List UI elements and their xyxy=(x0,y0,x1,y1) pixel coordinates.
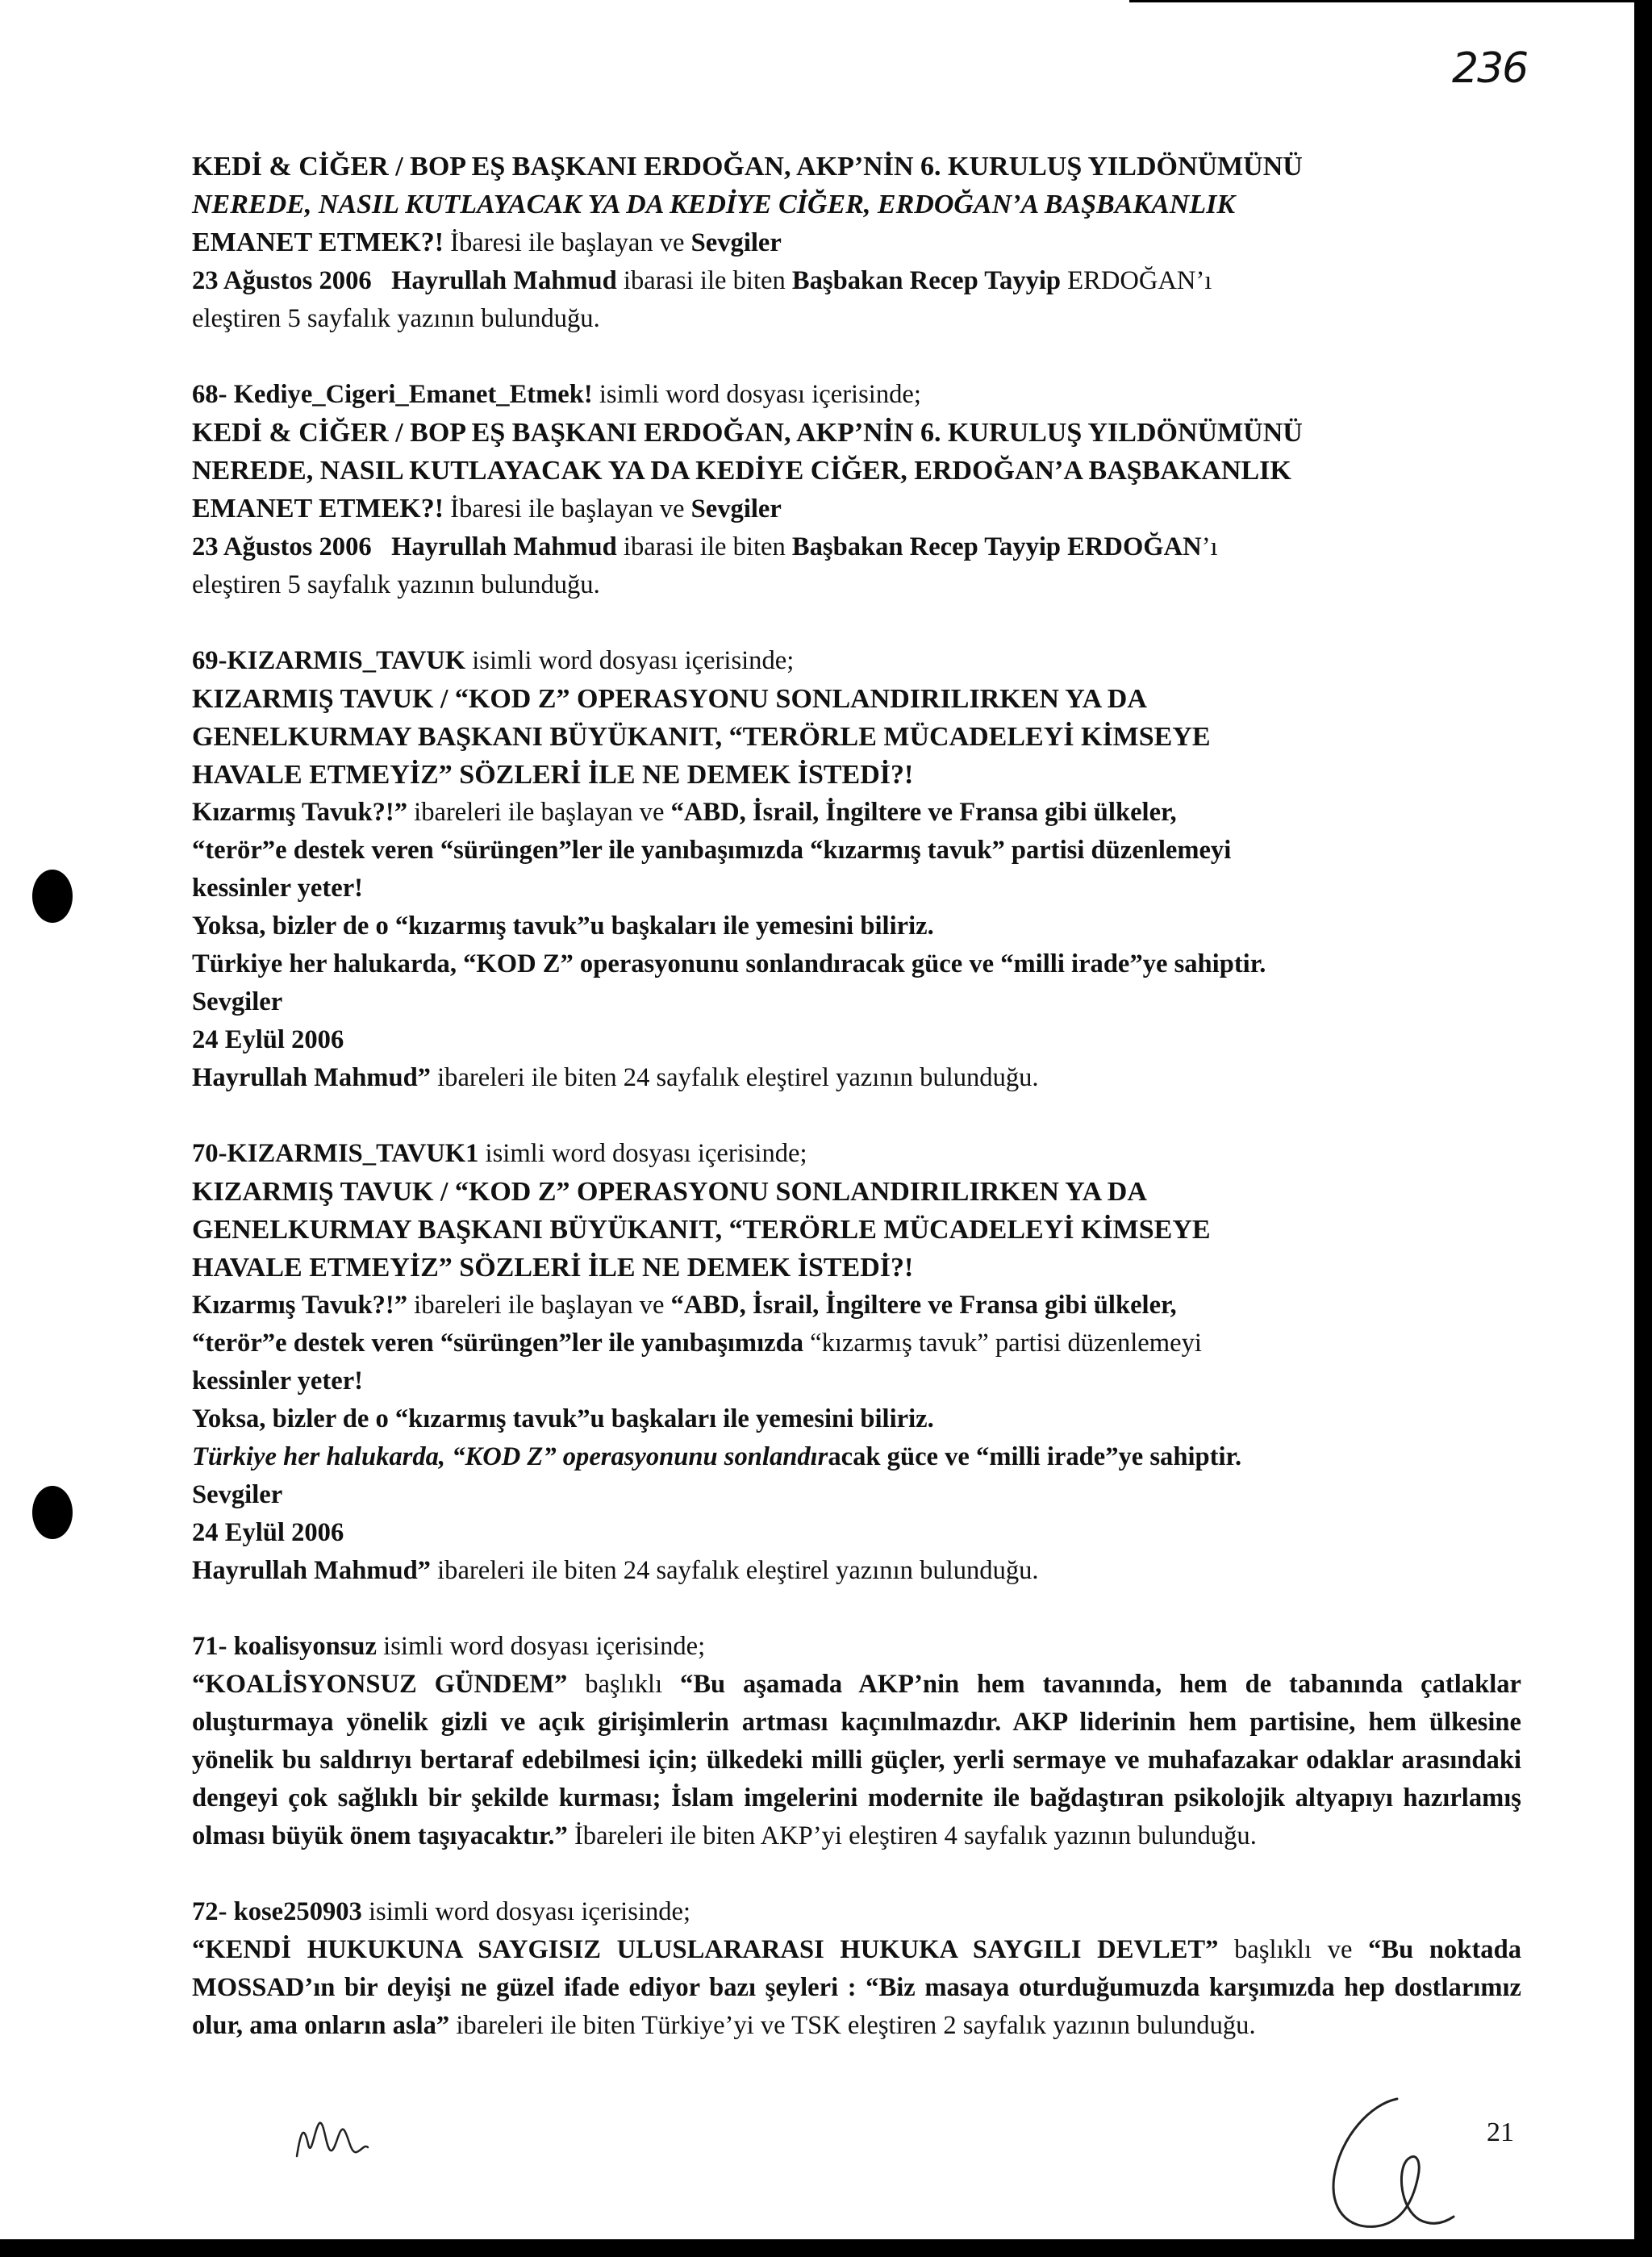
document-body xyxy=(192,148,1521,2083)
entry-70-title-2: GENELKURMAY BAŞKANI BÜYÜKANIT, “TERÖRLE MÜCADELEYİ KİMSEYE xyxy=(192,1215,1211,1245)
entry-67-title-1: KEDİ & CİĞER / BOP EŞ BAŞKANI ERDOĞAN, AKP’NİN 6. KURULUŞ YILDÖNÜMÜNÜ xyxy=(192,152,1303,181)
page-number: 21 xyxy=(1487,2117,1514,2147)
entry-68-line-3: EMANET ETMEK?! İbaresi ile başlayan ve Sevgiler xyxy=(192,494,782,524)
scan-edge-top xyxy=(1129,0,1652,2)
handwritten-page-number: 236 xyxy=(1452,44,1528,93)
entry-68 xyxy=(192,376,1521,604)
entry-69-title-3: HAVALE ETMEYİZ” SÖZLERİ İLE NE DEMEK İSTEDİ?! xyxy=(192,760,914,790)
entry-70-line-5: Türkiye her halukarda, “KOD Z” operasyonunu sonlandıracak güce ve “milli irade”ye sahiptir. xyxy=(192,1442,1242,1471)
scan-edge-bottom xyxy=(0,2239,1652,2257)
entry-69-title-1: KIZARMIŞ TAVUK / “KOD Z” OPERASYONU SONLANDIRILIRKEN YA DA xyxy=(192,684,1147,714)
entry-67-title-2: NEREDE, NASIL KUTLAYACAK YA DA KEDİYE CİĞER, ERDOĞAN’A BAŞBAKANLIK xyxy=(192,190,1235,219)
entry-69-line-2: “terör”e destek veren “sürüngen”ler ile yanıbaşımızda “kızarmış tavuk” partisi düzenlemeyi xyxy=(192,836,1232,865)
entry-72-body: “KENDİ HUKUKUNA SAYGISIZ ULUSLARARASI HUKUKA SAYGILI DEVLET” başlıklı ve “Bu noktada MOSSAD’ın bir deyişi ne güzel ifade ediyor bazı şeyleri : “Biz masaya oturduğumuzda karşımızda hep dostlarımız olur, ama onların asla” ibareleri ile biten Türkiye’yi ve TSK eleştiren 2 sayfalık yazının bulunduğu. xyxy=(192,1935,1521,2040)
punch-hole-lower xyxy=(32,1486,73,1539)
entry-69-line-1: Kızarmış Tavuk?!” ibareleri ile başlayan ve “ABD, İsrail, İngiltere ve Fransa gibi ülkeler, xyxy=(192,798,1177,827)
entry-70-line-7: 24 Eylül 2006 xyxy=(192,1518,344,1547)
entry-70-line-3: kessinler yeter! xyxy=(192,1366,363,1396)
entry-69-line-3: kessinler yeter! xyxy=(192,874,363,903)
entry-70-title-3: HAVALE ETMEYİZ” SÖZLERİ İLE NE DEMEK İSTEDİ?! xyxy=(192,1253,914,1283)
entry-67-line-4: 23 Ağustos 2006 Hayrullah Mahmud ibarasi ile biten Başbakan Recep Tayyip ERDOĞAN’ı xyxy=(192,266,1212,295)
entry-71 xyxy=(192,1628,1521,1855)
entry-70-line-2: “terör”e destek veren “sürüngen”ler ile yanıbaşımızda “kızarmış tavuk” partisi düzenlemeyi xyxy=(192,1329,1202,1358)
entry-67 xyxy=(192,148,1521,338)
entry-69-line-8: Hayrullah Mahmud” ibareleri ile biten 24 sayfalık eleştirel yazının bulunduğu. xyxy=(192,1063,1039,1092)
entry-69-line-7: 24 Eylül 2006 xyxy=(192,1025,344,1054)
entry-69-line-6: Sevgiler xyxy=(192,987,283,1016)
entry-67-line-5: eleştiren 5 sayfalık yazının bulunduğu. xyxy=(192,304,600,333)
entry-70-title-1: KIZARMIŞ TAVUK / “KOD Z” OPERASYONU SONLANDIRILIRKEN YA DA xyxy=(192,1177,1147,1207)
entry-69-filename: 69-KIZARMIS_TAVUK isimli word dosyası içerisinde; xyxy=(192,646,795,675)
entry-70-line-1: Kızarmış Tavuk?!” ibareleri ile başlayan ve “ABD, İsrail, İngiltere ve Fransa gibi ülkeler, xyxy=(192,1291,1177,1320)
entry-70-filename: 70-KIZARMIS_TAVUK1 isimli word dosyası içerisinde; xyxy=(192,1139,807,1168)
entry-72-filename: 72- kose250903 isimli word dosyası içerisinde; xyxy=(192,1897,691,1926)
entry-72 xyxy=(192,1893,1521,2045)
entry-71-filename: 71- koalisyonsuz isimli word dosyası içerisinde; xyxy=(192,1632,706,1661)
entry-68-title-2: NEREDE, NASIL KUTLAYACAK YA DA KEDİYE CİĞER, ERDOĞAN’A BAŞBAKANLIK xyxy=(192,456,1291,486)
entry-69-line-5: Türkiye her halukarda, “KOD Z” operasyonunu sonlandıracak güce ve “milli irade”ye sahiptir. xyxy=(192,949,1266,978)
initials-signature-right xyxy=(1323,2088,1460,2241)
entry-68-line-4: 23 Ağustos 2006 Hayrullah Mahmud ibarasi ile biten Başbakan Recep Tayyip ERDOĞAN’ı xyxy=(192,532,1218,561)
initials-signature-left xyxy=(290,2112,387,2168)
entry-68-filename: 68- Kediye_Cigeri_Emanet_Etmek! isimli word dosyası içerisinde; xyxy=(192,380,921,409)
entry-70 xyxy=(192,1135,1521,1590)
entry-70-line-6: Sevgiler xyxy=(192,1480,283,1509)
entry-68-title-1: KEDİ & CİĞER / BOP EŞ BAŞKANI ERDOĞAN, AKP’NİN 6. KURULUŞ YILDÖNÜMÜNÜ xyxy=(192,418,1303,448)
entry-69-line-4: Yoksa, bizler de o “kızarmış tavuk”u başkaları ile yemesini biliriz. xyxy=(192,912,934,941)
entry-68-line-5: eleştiren 5 sayfalık yazının bulunduğu. xyxy=(192,570,600,599)
entry-70-line-4: Yoksa, bizler de o “kızarmış tavuk”u başkaları ile yemesini biliriz. xyxy=(192,1404,934,1433)
entry-67-line-3: EMANET ETMEK?! İbaresi ile başlayan ve Sevgiler xyxy=(192,227,782,257)
punch-hole-upper xyxy=(32,870,73,923)
entry-69-title-2: GENELKURMAY BAŞKANI BÜYÜKANIT, “TERÖRLE MÜCADELEYİ KİMSEYE xyxy=(192,722,1211,752)
entry-70-line-8: Hayrullah Mahmud” ibareleri ile biten 24 sayfalık eleştirel yazının bulunduğu. xyxy=(192,1556,1039,1585)
entry-69 xyxy=(192,642,1521,1097)
scan-edge-right xyxy=(1634,0,1652,2257)
entry-71-body: “KOALİSYONSUZ GÜNDEM” başlıklı “Bu aşamada AKP’nin hem tavanında, hem de tabanında çatlaklar oluşturmaya yönelik gizli ve açık girişimlerin artması kaçınılmazdır. AKP liderinin hem partisine, hem ülkesine yönelik bu saldırıyı bertaraf edebilmesi için; ülkedeki milli güçler, yerli sermaye ve muhafazakar odaklar arasındaki dengeyi çok sağlıklı bir şekilde kurması; İslam imgelerini modernite ile bağdaştıran psikolojik altyapıyı hazırlamış olması büyük önem taşıyacaktır.” İbareleri ile biten AKP’yi eleştiren 4 sayfalık yazının bulunduğu. xyxy=(192,1670,1522,1850)
